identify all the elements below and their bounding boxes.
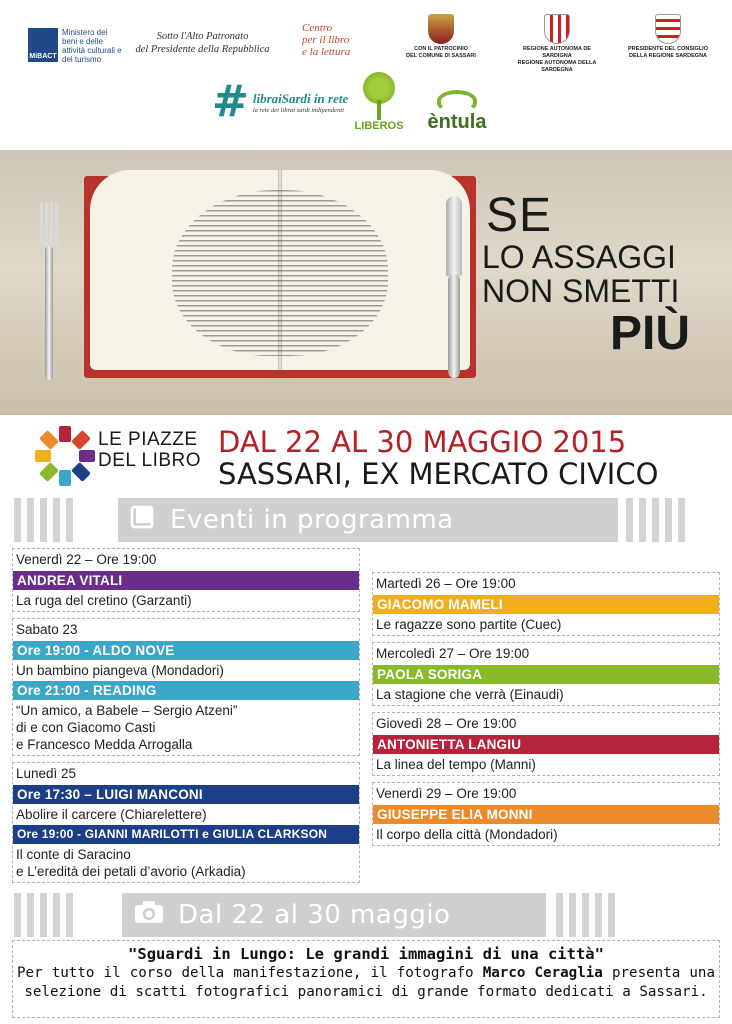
- piazze-line2: DEL LIBRO: [98, 450, 202, 471]
- event-day-group: [372, 712, 720, 776]
- event-description: [13, 844, 359, 882]
- centro-line1: Centro: [302, 22, 333, 34]
- bar-stripes-left: [14, 498, 73, 542]
- event-header: ANTONIETTA LANGIU: [373, 735, 719, 754]
- comune-sassari-logo: [402, 14, 480, 60]
- centro-line3: e la lettura: [302, 46, 351, 58]
- event-header: GIACOMO MAMELI: [373, 595, 719, 614]
- exhibit-photographer: Marco Ceraglia: [482, 965, 603, 981]
- entula-logo: [422, 90, 492, 132]
- patronato-logo: [130, 30, 275, 56]
- event-line: e Francesco Medda Arrogalla: [16, 737, 193, 752]
- event-line: Abolire il carcere (Chiarelettere): [16, 807, 207, 822]
- flower-petal: [35, 450, 51, 462]
- event-header: Ore 17:30 – LUIGI MANCONI: [13, 785, 359, 804]
- piazze-line1: LE PIAZZE: [98, 429, 198, 450]
- exhibit-title: "Sguardi in Lungo: Le grandi immagini di una città": [128, 945, 604, 963]
- flower-petal: [40, 462, 60, 482]
- slogan-line-2: LO ASSAGGI: [482, 239, 676, 275]
- exhibit-box: [12, 940, 720, 1018]
- event-header: Ore 19:00 - ALDO NOVE: [13, 641, 359, 660]
- event-description: [13, 700, 359, 755]
- event-header: Ore 21:00 - READING: [13, 681, 359, 700]
- swirl-icon: [437, 90, 477, 112]
- exhibit-section-title: Dal 22 al 30 maggio: [178, 900, 451, 930]
- event-line: La ruga del cretino (Garzanti): [16, 593, 192, 608]
- comune-line1: CON IL PATROCINIO: [414, 46, 468, 52]
- event-day-label: Lunedì 25: [16, 766, 77, 781]
- comune-crest-icon: [428, 14, 454, 44]
- regione-line2: REGIONE AUTONOMA DELLA SARDEGNA: [517, 60, 597, 73]
- liberos-label: LIBEROS: [354, 120, 404, 132]
- regione-sardegna-logo: [508, 14, 606, 74]
- event-day-group: [12, 762, 360, 883]
- entula-label: èntula: [427, 111, 487, 133]
- sponsor-logos: [0, 0, 732, 150]
- event-day-label: Sabato 23: [16, 622, 78, 637]
- event-line: “Un amico, a Babele – Sergio Atzeni”: [16, 703, 238, 718]
- event-header: GIUSEPPE ELIA MONNI: [373, 805, 719, 824]
- mbac-name: Ministero dei beni e delle attività culturali e del turismo: [62, 28, 122, 64]
- flower-petal: [59, 470, 71, 486]
- event-line: Un bambino piangeva (Mondadori): [16, 663, 224, 678]
- flower-petal: [71, 431, 91, 451]
- bar2-stripes-right: [556, 893, 615, 937]
- event-day-group: [12, 548, 360, 612]
- tree-icon: [359, 72, 399, 122]
- comune-line2: DEL COMUNE DI SASSARI: [406, 53, 476, 59]
- flower-petal: [40, 431, 60, 451]
- event-day-group: [372, 572, 720, 636]
- presidente-line1: PRESIDENTE DEL CONSIGLIO: [628, 46, 708, 52]
- events-section-header: [118, 498, 618, 542]
- event-line: Il corpo della città (Mondadori): [376, 827, 558, 842]
- events-section-title: Eventi in programma: [170, 505, 454, 535]
- liberos-logo: [354, 72, 404, 132]
- centro-line2: per il libro: [302, 34, 350, 46]
- event-line: Il conte di Saracino: [16, 847, 131, 862]
- event-day-group: [372, 642, 720, 706]
- event-description: [373, 754, 719, 775]
- event-description: [13, 804, 359, 825]
- regione-line1: REGIONE AUTONOMA DE SARDIGNA: [523, 46, 591, 59]
- presidente-crest-icon: [655, 14, 681, 44]
- events-column-right: [372, 572, 720, 852]
- slogan-line-1: SE: [486, 189, 553, 242]
- event-day-label: Martedì 26 – Ore 19:00: [376, 576, 516, 591]
- bar-stripes-right: [626, 498, 685, 542]
- event-day-label: Mercoledì 27 – Ore 19:00: [376, 646, 530, 661]
- slogan: [482, 189, 702, 360]
- exhibit-section-bar: [0, 893, 732, 937]
- event-day-group: [372, 782, 720, 846]
- event-description: [373, 614, 719, 635]
- event-header: Ore 19:00 - GIANNI MARILOTTI e GIULIA CLARKSON: [13, 825, 359, 844]
- event-line: Le ragazze sono partite (Cuec): [376, 617, 562, 632]
- event-day-group: [12, 618, 360, 756]
- centro-libro-logo: [302, 22, 364, 58]
- exhibit-desc-before: Per tutto il corso della manifestazione, il fotografo: [17, 965, 483, 981]
- event-line: La linea del tempo (Manni): [376, 757, 536, 772]
- open-book-image: [84, 170, 476, 378]
- presidente-consiglio-logo: [618, 14, 718, 60]
- camera-icon: [134, 900, 164, 931]
- events-section-bar: [0, 498, 732, 542]
- event-header: PAOLA SORIGA: [373, 665, 719, 684]
- bar2-stripes-left: [14, 893, 73, 937]
- slogan-line-3: NON SMETTI: [482, 273, 680, 309]
- flower-petal: [79, 450, 95, 462]
- event-day-label: Venerdì 29 – Ore 19:00: [376, 786, 517, 801]
- book-icon: [130, 505, 156, 536]
- patronato-line1: Sotto l'Alto Patronato: [156, 31, 249, 42]
- exhibit-section-header: [122, 893, 546, 937]
- piazze-flower-icon: [30, 425, 100, 487]
- knife-icon: [444, 196, 464, 378]
- event-description: [373, 684, 719, 705]
- exhibit-desc-after: presenta una selezione di scatti fotografici panoramici di grande formato dedicati a Sassari.: [24, 965, 715, 1000]
- apple-text-shape: [172, 190, 388, 356]
- events-column-left: [12, 548, 360, 889]
- presidente-line2: DELLA REGIONE SARDEGNA: [628, 53, 708, 59]
- regione-crest-icon: [544, 14, 570, 44]
- librai-sardi-logo: [212, 76, 349, 127]
- event-line: e L’eredità dei petali d’avorio (Arkadia): [16, 864, 246, 879]
- piazze-logo-text: [98, 429, 201, 471]
- festival-venue: SASSARI, EX MERCATO CIVICO: [218, 457, 659, 491]
- mbac-badge: MiBACT: [28, 28, 58, 62]
- hero-banner: [0, 150, 732, 415]
- event-description: [13, 660, 359, 681]
- event-day-label: Venerdì 22 – Ore 19:00: [16, 552, 157, 567]
- event-description: [373, 824, 719, 845]
- librai-subtitle: la rete dei librai sardi indipendenti: [252, 106, 344, 114]
- fork-icon: [40, 202, 58, 380]
- event-line: La stagione che verrà (Einaudi): [376, 687, 564, 702]
- event-line: di e con Giacomo Casti: [16, 720, 156, 735]
- flower-petal: [71, 462, 91, 482]
- exhibit-description: [13, 964, 719, 1002]
- hashtag-icon: #: [212, 76, 249, 127]
- flower-petal: [59, 426, 71, 442]
- festival-dates: DAL 22 AL 30 MAGGIO 2015: [218, 425, 627, 459]
- slogan-line-4: PIÙ: [609, 307, 690, 360]
- festival-title-block: [0, 415, 732, 497]
- librai-title: libraiSardi in rete: [252, 90, 349, 106]
- patronato-line2: del Presidente della Repubblica: [135, 44, 270, 55]
- event-description: [13, 590, 359, 611]
- event-day-label: Giovedì 28 – Ore 19:00: [376, 716, 517, 731]
- event-header: ANDREA VITALI: [13, 571, 359, 590]
- mbac-logo: [28, 28, 124, 64]
